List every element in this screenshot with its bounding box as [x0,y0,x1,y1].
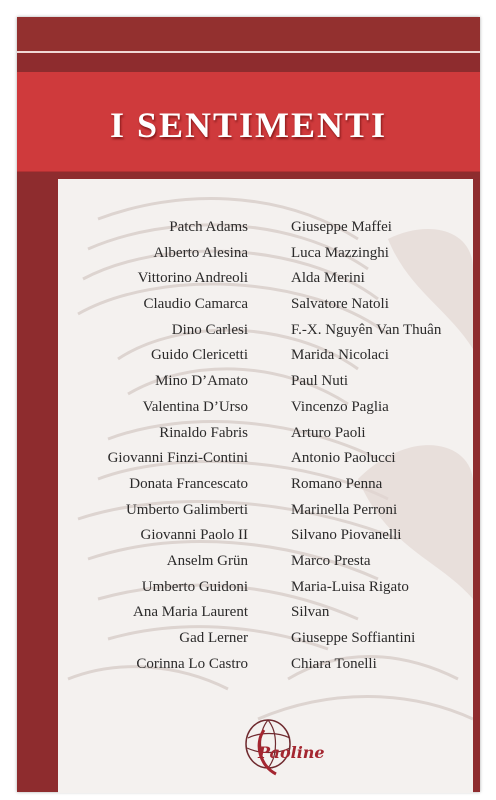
author-name-left: Rinaldo Fabris [159,424,248,441]
author-row [58,245,473,271]
author-row [58,425,473,451]
author-row [58,219,473,245]
author-name-right: Giuseppe Soffiantini [291,630,416,646]
author-name-left: Claudio Camarca [143,296,248,313]
author-name-left: Patch Adams [169,219,248,235]
author-name-left: Umberto Galimberti [125,501,248,518]
author-name-left: Donata Francescato [129,475,248,492]
author-name-right: Luca Mazzinghi [291,244,389,261]
authors-list [58,219,473,681]
author-name-left: Alberto Alesina [153,244,248,261]
author-name-left: Valentina D’Urso [142,398,248,415]
author-row [58,604,473,630]
author-name-right: Marinella Perroni [291,501,398,518]
author-name-left: Gad Lerner [179,630,248,646]
author-name-left: Anselm Grün [166,552,248,569]
author-name-left: Umberto Guidoni [141,578,248,595]
publisher-name: Paoline [258,743,325,762]
authors-panel [58,179,473,793]
author-row [58,296,473,322]
author-name-right: Chiara Tonelli [291,655,377,672]
book-title: I SENTIMENTI [109,105,388,145]
author-name-left: Dino Carlesi [171,321,248,338]
author-name-right: Marida Nicolaci [291,347,389,364]
publisher-logo [236,714,326,784]
author-row [58,347,473,373]
author-row [58,502,473,528]
author-name-right: Paul Nuti [291,373,349,390]
author-name-right: Salvatore Natoli [291,296,389,313]
author-row [58,322,473,348]
author-name-right: Marco Presta [291,552,371,569]
band-bottom-line [17,171,480,172]
author-name-right: F.-X. Nguyên Van Thuân [291,321,442,338]
author-name-right: Giuseppe Maffei [291,219,392,235]
author-name-right: Maria-Luisa Rigato [291,578,409,595]
author-name-right: Silvan [291,604,330,621]
author-row [58,450,473,476]
author-row [58,373,473,399]
author-name-left: Guido Clericetti [150,347,248,364]
author-row [58,656,473,682]
author-row [58,553,473,579]
author-row [58,270,473,296]
author-name-right: Romano Penna [291,475,383,492]
author-row [58,399,473,425]
author-name-left: Giovanni Paolo II [140,527,248,544]
author-name-right: Alda Merini [291,270,365,287]
author-row [58,579,473,605]
author-name-right: Silvano Piovanelli [291,527,402,544]
author-name-right: Antonio Paolucci [291,450,396,467]
author-name-left: Ana Maria Laurent [133,604,248,621]
band-top-line [17,51,480,53]
author-row [58,630,473,656]
author-name-left: Corinna Lo Castro [136,655,248,672]
book-cover [17,17,480,792]
author-row [58,527,473,553]
author-name-right: Arturo Paoli [291,424,366,441]
author-name-left: Giovanni Finzi-Contini [107,450,248,467]
author-name-right: Vincenzo Paglia [291,398,389,415]
author-row [58,476,473,502]
author-name-left: Mino D’Amato [155,373,248,390]
author-name-left: Vittorino Andreoli [137,270,248,287]
